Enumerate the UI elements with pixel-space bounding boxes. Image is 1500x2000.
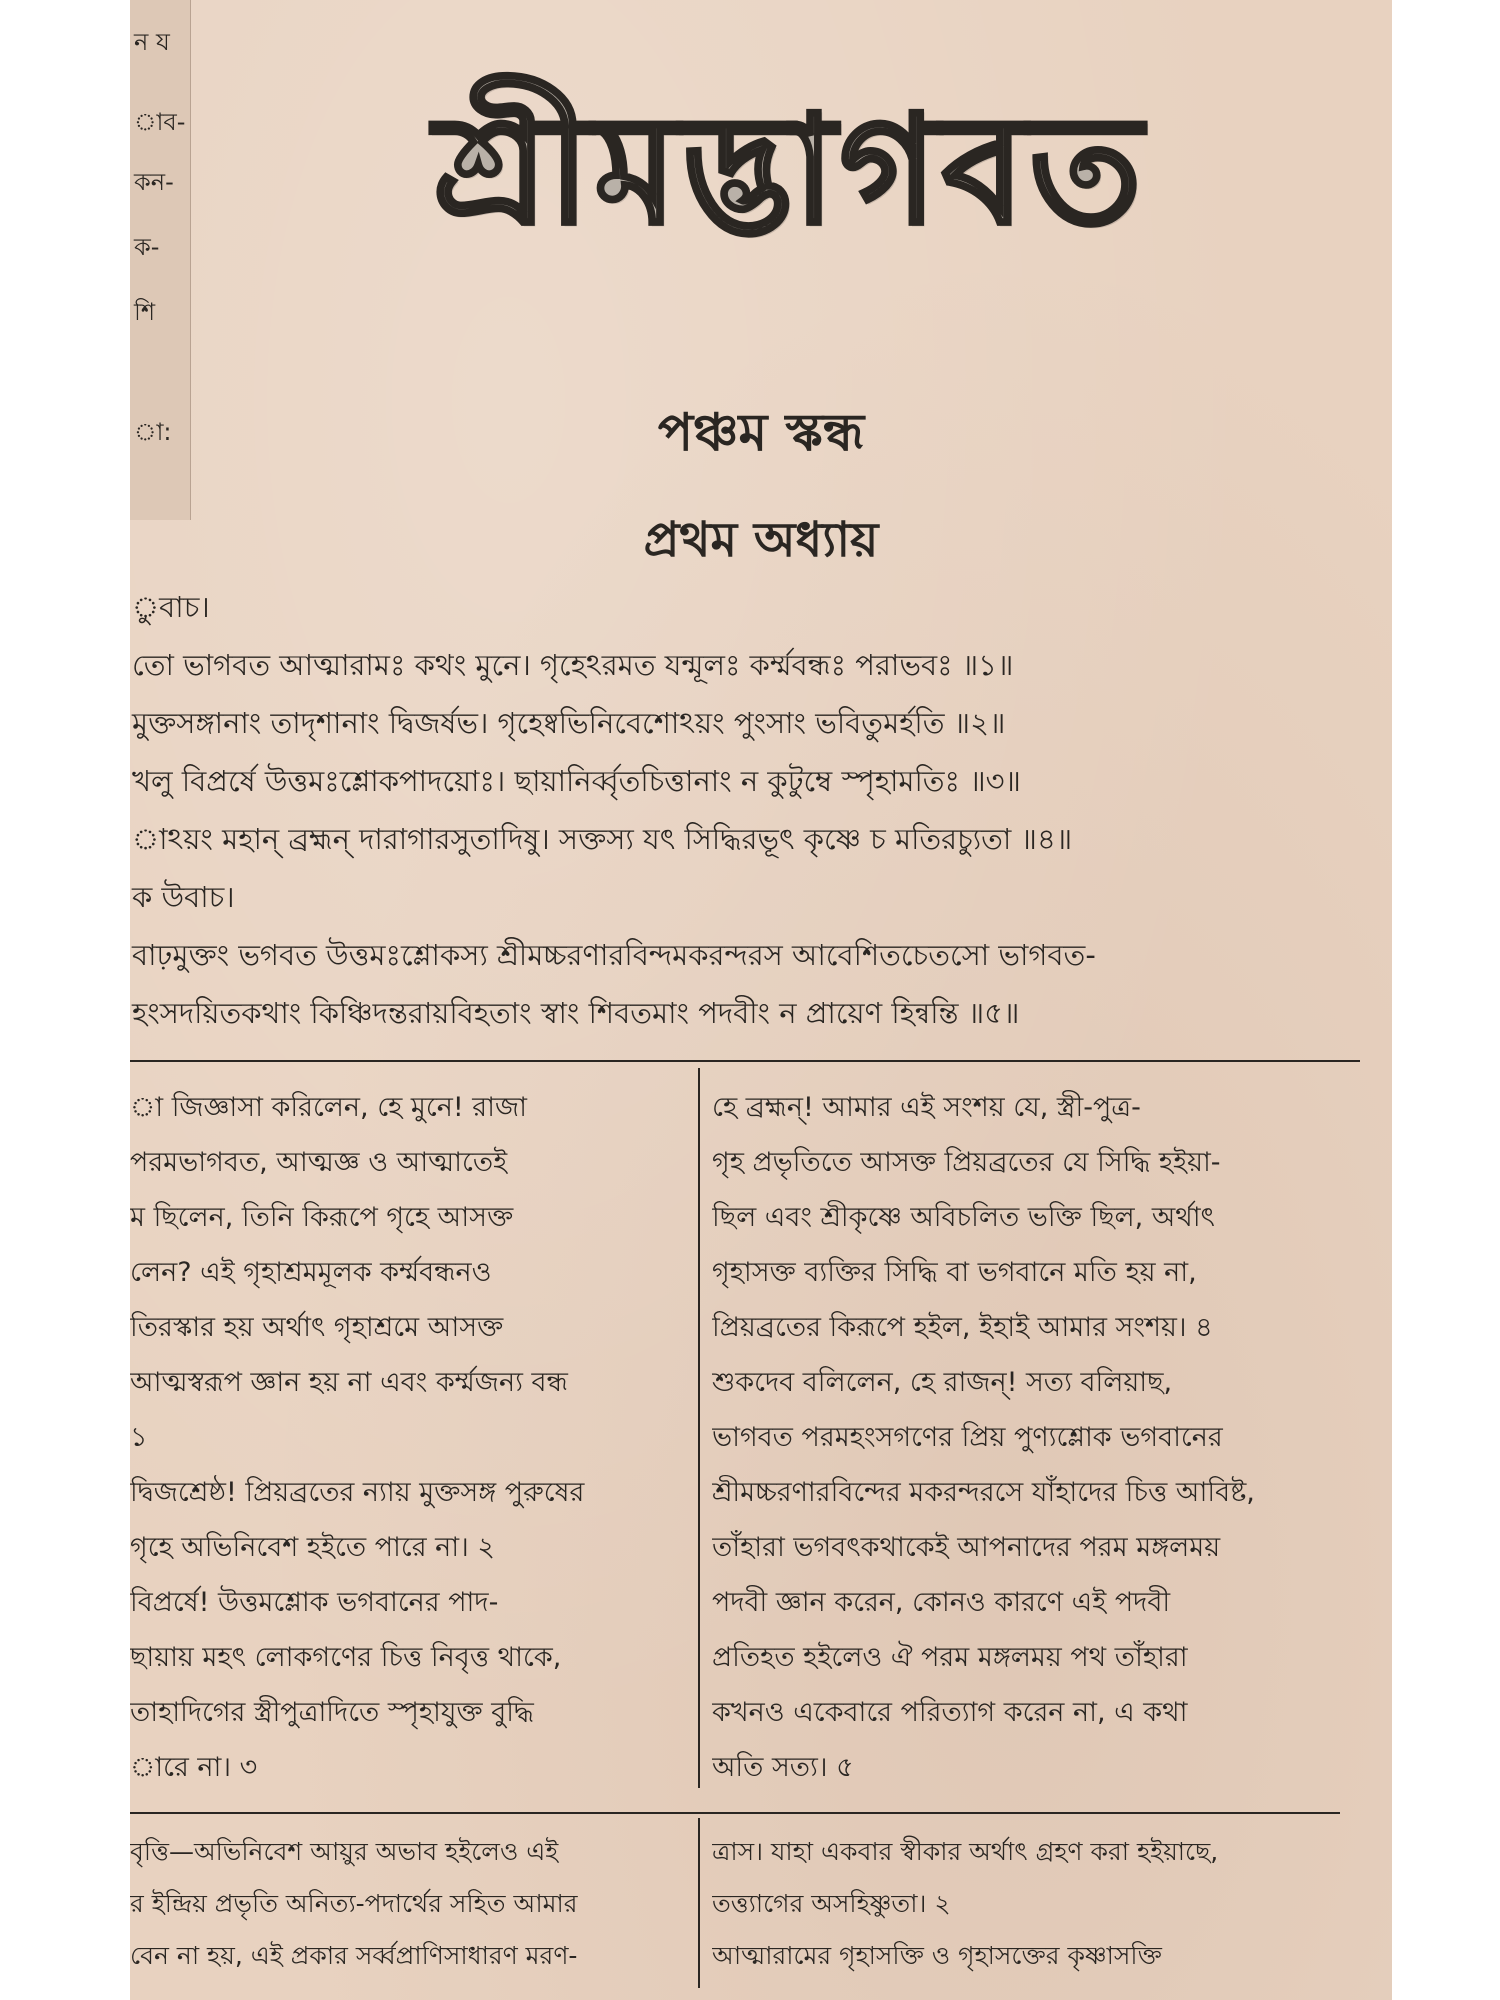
translation-line: ছায়ায় মহৎ লোকগণের চিত্ত নিবৃত্ত থাকে, xyxy=(130,1642,562,1673)
translation-line: ভাগবত পরমহংসগণের প্রিয় পুণ্যশ্লোক ভগবানের xyxy=(712,1422,1223,1453)
translation-line: আত্মস্বরূপ জ্ঞান হয় না এবং কর্ম্মজন্য বন্ধ xyxy=(130,1367,568,1398)
translation-right-column xyxy=(712,1080,1372,1795)
footnote-line: র ইন্দ্রিয় প্রভৃতি অনিত্য-পদার্থের সহিত আমার xyxy=(130,1889,578,1918)
translation-line: কখনও একেবারে পরিত্যাগ করেন না, এ কথা xyxy=(712,1697,1188,1728)
translation-line: পদবী জ্ঞান করেন, কোনও কারণে এই পদবী xyxy=(712,1587,1171,1618)
verse-line: খলু বিপ্রর্ষে উত্তমঃশ্লোকপাদয়োঃ। ছায়ানির্ব্বৃতচিত্তানাং ন কুটুম্বে স্পৃহামতিঃ ॥৩॥ xyxy=(132,764,1021,798)
margin-fragment: ন য xyxy=(134,28,170,56)
translation-line: ম ছিলেন, তিনি কিরূপে গৃহে আসক্ত xyxy=(130,1202,514,1233)
margin-fragment: া: xyxy=(134,418,172,446)
translation-line: ারে না। ৩ xyxy=(130,1752,258,1783)
sanskrit-verses xyxy=(130,578,1370,1042)
translation-left-column xyxy=(130,1080,690,1795)
section-divider xyxy=(130,1060,1360,1062)
footnote-line: তত্ত্যাগের অসহিষ্ণুতা। ২ xyxy=(712,1889,951,1918)
column-divider xyxy=(698,1068,700,1788)
scanned-page xyxy=(130,0,1392,2000)
margin-fragment: াব- xyxy=(134,108,186,136)
translation-line: তাঁহারা ভগবৎকথাকেই আপনাদের পরম মঙ্গলময় xyxy=(712,1532,1221,1563)
translation-line: লেন? এই গৃহাশ্রমমূলক কর্ম্মবন্ধনও xyxy=(130,1257,492,1288)
translation-line: হে ব্রহ্মন্! আমার এই সংশয় যে, স্ত্রী-পুত্র- xyxy=(712,1092,1141,1123)
translation-line: গৃহ প্রভৃতিতে আসক্ত প্রিয়ব্রতের যে সিদ্ধি হইয়া- xyxy=(712,1147,1221,1178)
margin-fragment: ক- xyxy=(134,233,160,261)
footnote-column-divider xyxy=(698,1818,700,1988)
translation-line: শ্রীমচ্চরণারবিন্দের মকরন্দরসে যাঁহাদের চিত্ত আবিষ্ট, xyxy=(712,1477,1255,1508)
translation-line: গৃহে অভিনিবেশ হইতে পারে না। ২ xyxy=(130,1532,495,1563)
translation-line: প্রতিহত হইলেও ঐ পরম মঙ্গলময় পথ তাঁহারা xyxy=(712,1642,1188,1673)
footnote-left-column xyxy=(130,1826,690,1982)
translation-line: পরমভাগবত, আত্মজ্ঞ ও আত্মাতেই xyxy=(130,1147,508,1178)
translation-line: শুকদেব বলিলেন, হে রাজন্! সত্য বলিয়াছ, xyxy=(712,1367,1173,1398)
verse-line: বাঢ়মুক্তং ভগবত উত্তমঃশ্লোকস্য শ্রীমচ্চরণারবিন্দমকরন্দরস আবেশিতচেতসো ভাগবত- xyxy=(132,938,1096,972)
translation-line: ছিল এবং শ্রীকৃষ্ণে অবিচলিত ভক্তি ছিল, অর্থাৎ xyxy=(712,1202,1215,1233)
verse-line: মুক্তসঙ্গানাং তাদৃশানাং দ্বিজর্ষভ। গৃহেষ্বভিনিবেশোঽয়ং পুংসাং ভবিতুমর্হতি ॥২॥ xyxy=(132,706,1006,740)
translation-line: তাহাদিগের স্ত্রীপুত্রাদিতে স্পৃহাযুক্ত বুদ্ধি xyxy=(130,1697,534,1728)
adhyaya-heading: প্রথম অধ্যায় xyxy=(643,512,879,568)
translation-line: বিপ্রর্ষে! উত্তমশ্লোক ভগবানের পাদ- xyxy=(130,1587,499,1618)
footnote-right-column xyxy=(712,1826,1372,1982)
footnote-line: বৃত্তি—অভিনিবেশ আয়ুর অভাব হইলেও এই xyxy=(130,1837,559,1866)
verse-line: হংসদয়িতকথাং কিঞ্চিদন্তরায়বিহতাং স্বাং শিবতমাং পদবীং ন প্রায়েণ হিন্বন্তি ॥৫॥ xyxy=(132,996,1020,1030)
translation-line: প্রিয়ব্রতের কিরূপে হইল, ইহাই আমার সংশয়। ৪ xyxy=(712,1312,1213,1343)
footnote-line: ত্রাস। যাহা একবার স্বীকার অর্থাৎ গ্রহণ করা হইয়াছে, xyxy=(712,1837,1219,1866)
margin-fragment: কন- xyxy=(134,168,174,196)
footnote-divider xyxy=(130,1812,1340,1814)
translation-line: ১ xyxy=(130,1422,148,1453)
skandha-heading: পঞ্চম স্কন্ধ xyxy=(657,402,865,463)
translation-line: তিরস্কার হয় অর্থাৎ গৃহাশ্রমে আসক্ত xyxy=(130,1312,504,1343)
masthead-title: শ্রীমদ্ভাগবত xyxy=(434,82,1146,258)
translation-line: দ্বিজশ্রেষ্ঠ! প্রিয়ব্রতের ন্যায় মুক্তসঙ্গ পুরুষের xyxy=(130,1477,585,1508)
translation-line: া জিজ্ঞাসা করিলেন, হে মুনে! রাজা xyxy=(130,1092,527,1123)
verse-line: ক উবাচ। xyxy=(132,880,235,914)
footnote-line: বেন না হয়, এই প্রকার সর্ব্বপ্রাণিসাধারণ মরণ- xyxy=(130,1941,578,1970)
footnote-line: আত্মারামের গৃহাসক্তি ও গৃহাসক্তের কৃষ্ণাসক্তি xyxy=(712,1941,1162,1970)
verse-line: তো ভাগবত আত্মারামঃ কথং মুনে। গৃহেঽরমত যন্মূলঃ কর্ম্মবন্ধঃ পরাভবঃ ॥১॥ xyxy=(132,648,1014,682)
margin-fragment: শি xyxy=(134,298,156,326)
verse-line: াঽয়ং মহান্ ব্রহ্মন্ দারাগারসুতাদিষু। সক্তস্য যৎ সিদ্ধিরভূৎ কৃষ্ণে চ মতিরচ্যুতা ॥৪॥ xyxy=(132,822,1073,856)
translation-line: গৃহাসক্ত ব্যক্তির সিদ্ধি বা ভগবানে মতি হয় না, xyxy=(712,1257,1197,1288)
verse-line: ুবাচ। xyxy=(132,590,210,624)
translation-line: অতি সত্য। ৫ xyxy=(712,1752,854,1783)
